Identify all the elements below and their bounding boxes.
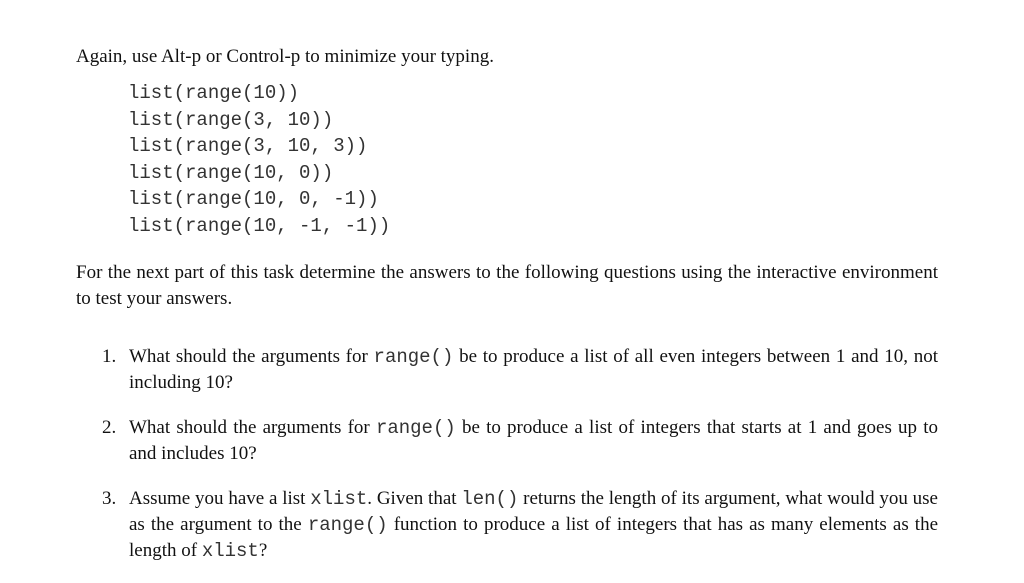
code-line: list(range(10, 0)) (128, 161, 334, 184)
question-item (76, 486, 938, 564)
question-list (76, 344, 938, 564)
question-number: 2. (102, 416, 117, 438)
code-line: list(range(10, -1, -1)) (128, 214, 391, 237)
inline-code: xlist (310, 487, 368, 510)
inline-code: xlist (201, 539, 259, 562)
document-page (76, 44, 938, 583)
code-line: list(range(10)) (128, 82, 300, 104)
question-item (76, 415, 938, 467)
code-line: list(range(3, 10, 3)) (128, 135, 368, 158)
question-text: function to produce a list of integers that has as many elements as the length of (129, 513, 939, 561)
code-block (128, 80, 938, 240)
question-text: What should the arguments for (129, 345, 374, 367)
inline-code: len() (461, 487, 519, 510)
task-paragraph: For the next part of this task determine the answers to the following questions using the interactive environment to test your answers. (76, 261, 938, 309)
inline-code: range() (373, 345, 454, 368)
question-number: 1. (102, 345, 117, 367)
question-text: ? (258, 539, 268, 561)
code-line: list(range(10, 0, -1)) (128, 188, 379, 211)
inline-code: range() (307, 513, 388, 536)
intro-paragraph: Again, use Alt-p or Control-p to minimize your typing. (76, 46, 494, 67)
inline-code: range() (375, 416, 456, 439)
question-text: returns the length of its argument, what would you use as the argument to the (129, 487, 938, 535)
code-line: list(range(3, 10)) (128, 108, 334, 131)
question-text: What should the arguments for (129, 416, 376, 438)
question-text: be to produce a list of all even integers between 1 and 10, not including 10? (129, 345, 938, 393)
question-item (76, 344, 938, 396)
question-text: be to produce a list of integers that starts at 1 and goes up to and includes 10? (129, 416, 938, 464)
question-number: 3. (102, 487, 117, 509)
question-text: Assume you have a list (129, 487, 311, 509)
question-text: . Given that (367, 487, 462, 509)
